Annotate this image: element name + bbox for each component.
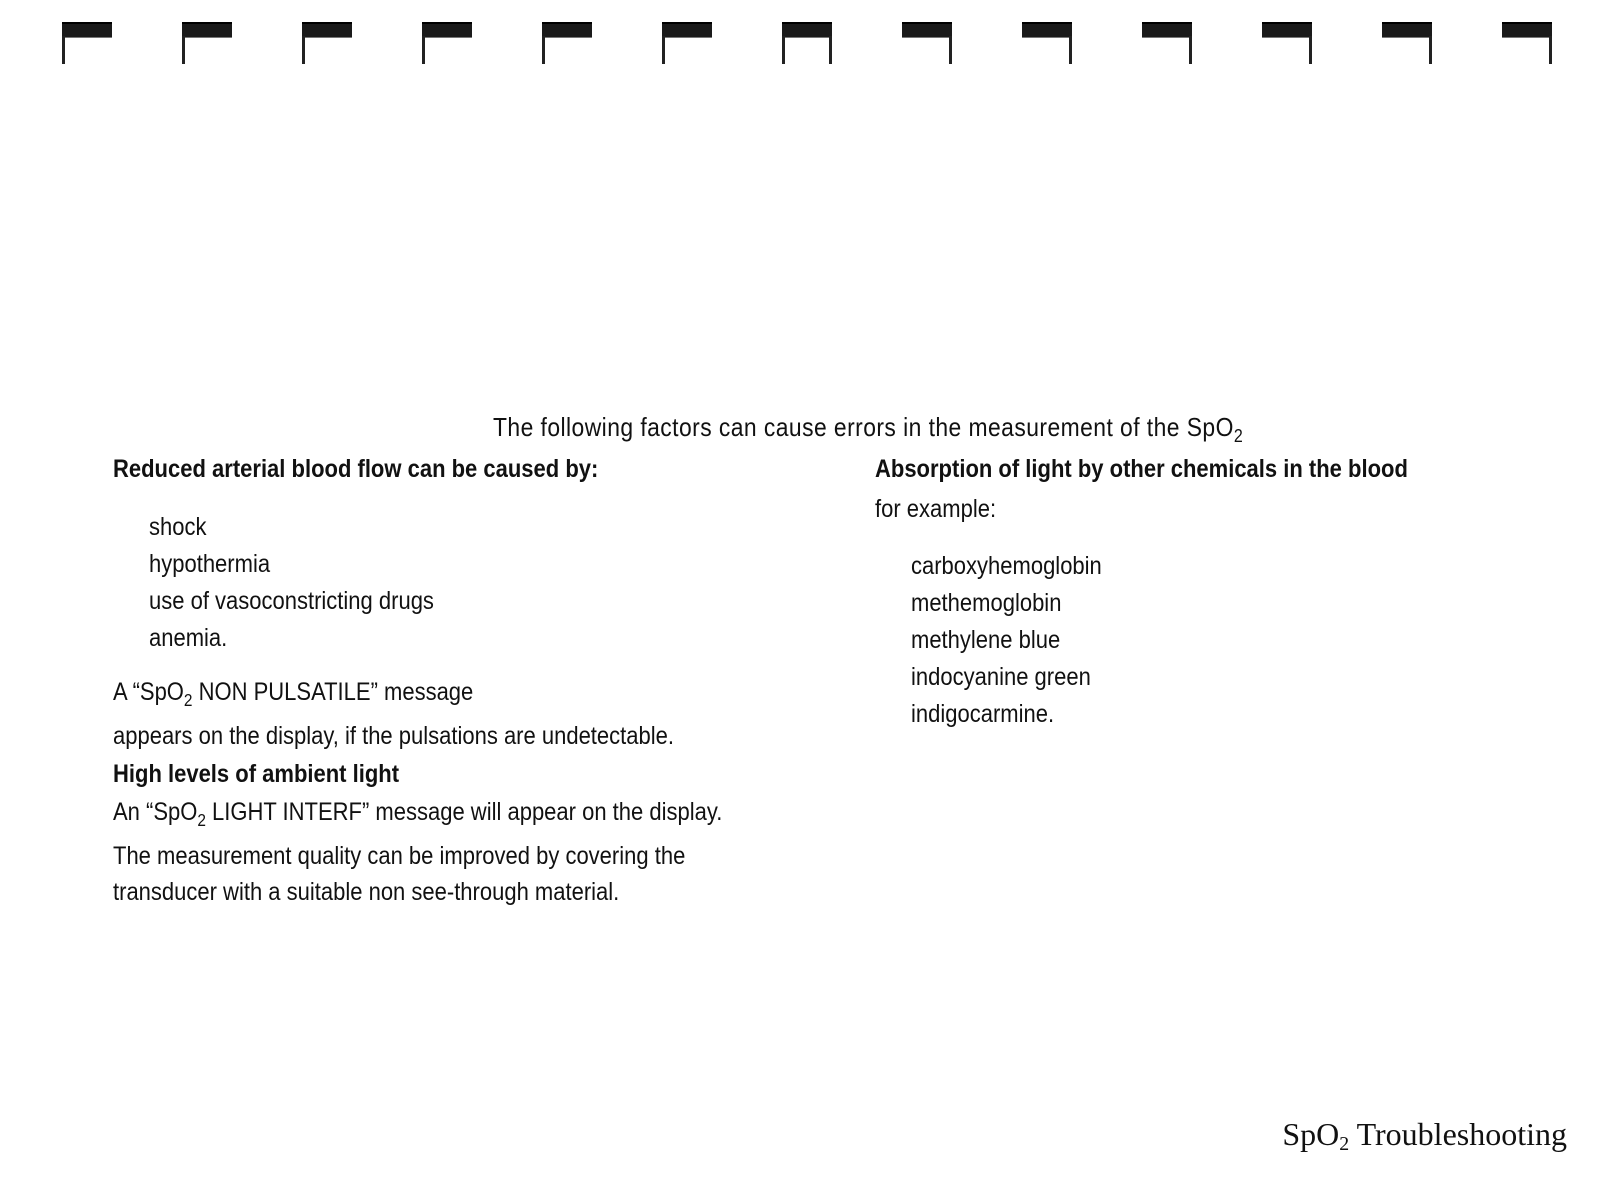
binding-hole-bar (182, 22, 232, 38)
binding-hole (62, 22, 112, 64)
binding-hole (662, 22, 712, 64)
binding-hole-post (422, 36, 425, 64)
binding-hole-post (782, 36, 785, 64)
binding-hole-bar (662, 22, 712, 38)
absorption-list (911, 548, 1102, 733)
binding-hole-bar (422, 22, 472, 38)
binding-hole-bar (1142, 22, 1192, 38)
binding-hole (1502, 22, 1552, 64)
binding-hole-bar (1382, 22, 1432, 38)
intro-subscript: 2 (1233, 426, 1244, 446)
binding-hole-post (182, 36, 185, 64)
binding-hole-post (62, 36, 65, 64)
binding-hole-post (542, 36, 545, 64)
non-pulsatile-line-1 (113, 674, 674, 718)
binding-hole (302, 22, 352, 64)
ambient-light-line-1 (113, 794, 722, 838)
ambient-light-suffix: LIGHT INTERF” message will appear on the display. (205, 798, 723, 826)
binding-hole-post (662, 36, 665, 64)
binding-hole-post (1069, 36, 1072, 64)
footer-title-prefix: SpO (1282, 1116, 1340, 1152)
spiral-binding (0, 0, 1601, 80)
list-item: shock (149, 513, 207, 541)
binding-hole-bar (62, 22, 112, 38)
binding-hole (1022, 22, 1072, 64)
binding-hole-post (1429, 36, 1432, 64)
list-item: carboxyhemoglobin (911, 552, 1102, 580)
binding-hole-bar (302, 22, 352, 38)
binding-hole-post (949, 36, 952, 64)
binding-hole-bar (782, 22, 832, 38)
ambient-light-line-3: transducer with a suitable non see-through material. (113, 878, 620, 906)
binding-hole-bar (542, 22, 592, 38)
intro-text-main: The following factors can cause errors in the measurement of the SpO (493, 412, 1234, 442)
list-item: indigocarmine. (911, 700, 1055, 728)
list-item: methemoglobin (911, 589, 1062, 617)
binding-hole-post (829, 36, 832, 64)
absorption-subheading: for example: (875, 495, 997, 523)
absorption-heading: Absorption of light by other chemicals in the blood (875, 455, 1408, 483)
ambient-light-note (113, 794, 722, 910)
binding-hole (542, 22, 592, 64)
ambient-light-heading: High levels of ambient light (113, 760, 400, 788)
page-footer-title (1282, 1116, 1567, 1156)
binding-hole-post (302, 36, 305, 64)
ambient-light-subscript: 2 (197, 810, 206, 830)
non-pulsatile-line-2: appears on the display, if the pulsations are undetectable. (113, 722, 674, 750)
list-item: hypothermia (149, 550, 271, 578)
footer-title-subscript: 2 (1339, 1133, 1350, 1155)
binding-hole (422, 22, 472, 64)
binding-hole (1382, 22, 1432, 64)
binding-hole-bar (1262, 22, 1312, 38)
binding-hole (1262, 22, 1312, 64)
non-pulsatile-note (113, 674, 674, 754)
reduced-flow-list (149, 509, 434, 657)
footer-title-suffix: Troubleshooting (1349, 1116, 1567, 1152)
non-pulsatile-prefix: A “SpO (113, 678, 184, 706)
binding-hole-post (1189, 36, 1192, 64)
non-pulsatile-suffix: NON PULSATILE” message (192, 678, 474, 706)
non-pulsatile-subscript: 2 (183, 690, 193, 710)
list-item: anemia. (149, 624, 228, 652)
list-item: indocyanine green (911, 663, 1091, 691)
list-item: use of vasoconstricting drugs (149, 587, 434, 615)
list-item: methylene blue (911, 626, 1061, 654)
binding-hole-bar (902, 22, 952, 38)
binding-hole-bar (1022, 22, 1072, 38)
binding-hole (902, 22, 952, 64)
binding-hole-post (1549, 36, 1552, 64)
binding-hole (182, 22, 232, 64)
binding-hole-bar (1502, 22, 1552, 38)
binding-hole (1142, 22, 1192, 64)
ambient-light-line-2: The measurement quality can be improved by covering the (113, 842, 686, 870)
ambient-light-prefix: An “SpO (113, 798, 198, 826)
reduced-flow-heading: Reduced arterial blood flow can be caused by: (113, 455, 599, 483)
binding-hole-post (1309, 36, 1312, 64)
intro-text (493, 412, 1243, 447)
binding-hole (782, 22, 832, 64)
